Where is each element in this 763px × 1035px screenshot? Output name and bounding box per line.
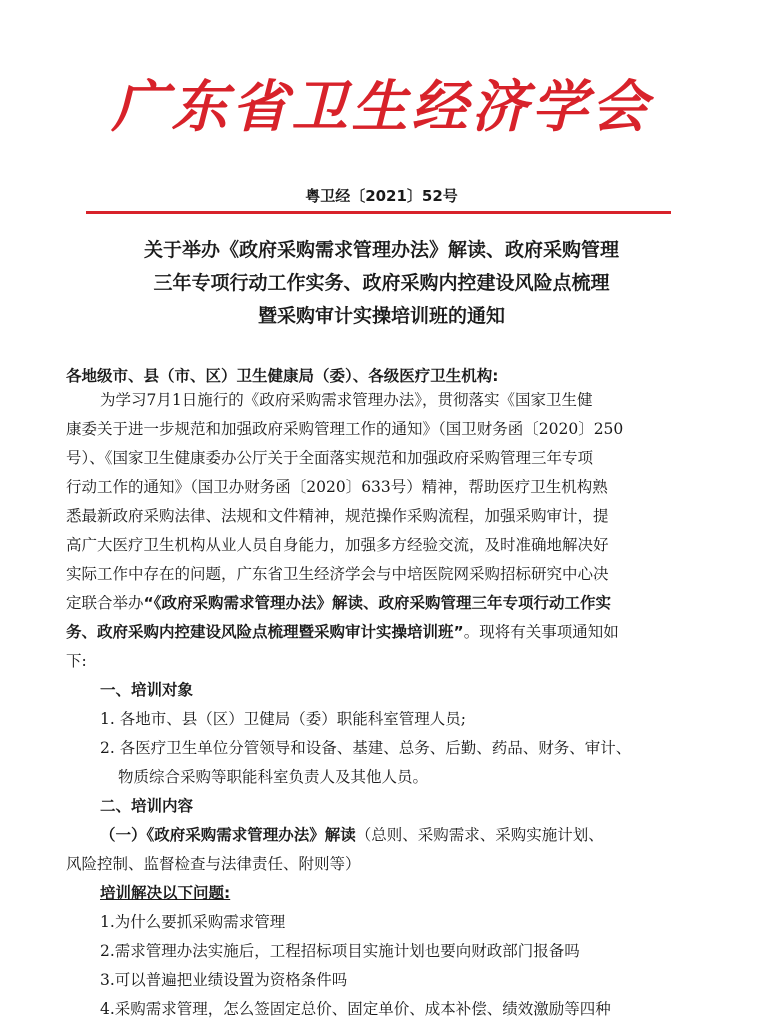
subsection-line: 风险控制、监督检查与法律责任、附则等） [66,855,361,873]
letterhead-title: 广东省卫生经济学会 [111,74,652,140]
body-line-text: 。现将有关事项通知如 [463,623,619,641]
body-line [66,589,706,618]
salutation: 各地级市、县（市、区）卫生健康局（委）、各级医疗卫生机构: [66,367,499,385]
section-heading-targets: 一、培训对象 [100,681,194,699]
title-line-1: 关于举办《政府采购需求管理办法》解读、政府采购管理 [143,239,619,261]
problem-item: 1.为什么要抓采购需求管理 [100,913,286,931]
notice-body [66,386,706,1024]
body-line [66,618,706,647]
subsection-title: （一）《政府采购需求管理办法》解读 [100,826,356,844]
problems-heading: 培训解决以下问题: [100,884,231,902]
problem-item: 3.可以普遍把业绩设置为资格条件吗 [100,971,348,989]
subsection-line [66,821,706,850]
target-item-continued: 物质综合采购等职能科室负责人及其他人员。 [118,768,429,786]
target-item: 2. 各医疗卫生单位分管领导和设备、基建、总务、后勤、药品、财务、审计、 [100,739,632,757]
subsection-detail: （总则、采购需求、采购实施计划、 [355,826,604,844]
target-item: 1. 各地市、县（区）卫健局（委）职能科室管理人员; [100,710,466,728]
section-heading-content: 二、培训内容 [100,797,194,815]
training-title-bold: 务、政府采购内控建设风险点梳理暨采购审计实操培训班” [66,623,464,641]
document-number: 粤卫经〔2021〕52号 [305,187,458,205]
body-line-text: 定联合举办 [66,594,144,612]
body-line: 为学习7月1日施行的《政府采购需求管理办法》，贯彻落实《国家卫生健 [100,391,593,409]
red-divider [86,211,671,214]
training-title-bold: “《政府采购需求管理办法》解读、政府采购管理三年专项行动工作实 [143,594,611,612]
body-line: 行动工作的通知》（国卫办财务函〔2020〕633号）精神，帮助医疗卫生机构熟 [66,478,608,496]
problem-item: 4.采购需求管理，怎么签固定总价、固定单价、成本补偿、绩效激励等四种 [100,1000,611,1018]
problem-item: 2.需求管理办法实施后，工程招标项目实施计划也要向财政部门报备吗 [100,942,580,960]
body-line: 下: [66,652,87,670]
body-line: 实际工作中存在的问题，广东省卫生经济学会与中培医院网采购招标研究中心决 [66,565,609,583]
body-line: 号）、《国家卫生健康委办公厅关于全面落实规范和加强政府采购管理三年专项 [66,449,594,467]
title-line-3: 暨采购审计实操培训班的通知 [257,305,505,327]
body-line: 康委关于进一步规范和加强政府采购管理工作的通知》（国卫财务函〔2020〕250 [66,420,624,438]
title-line-2: 三年专项行动工作实务、政府采购内控建设风险点梳理 [153,272,610,294]
body-line: 高广大医疗卫生机构从业人员自身能力，加强多方经验交流，及时准确地解决好 [66,536,609,554]
body-line: 悉最新政府采购法律、法规和文件精神，规范操作采购流程，加强采购审计，提 [66,507,609,525]
